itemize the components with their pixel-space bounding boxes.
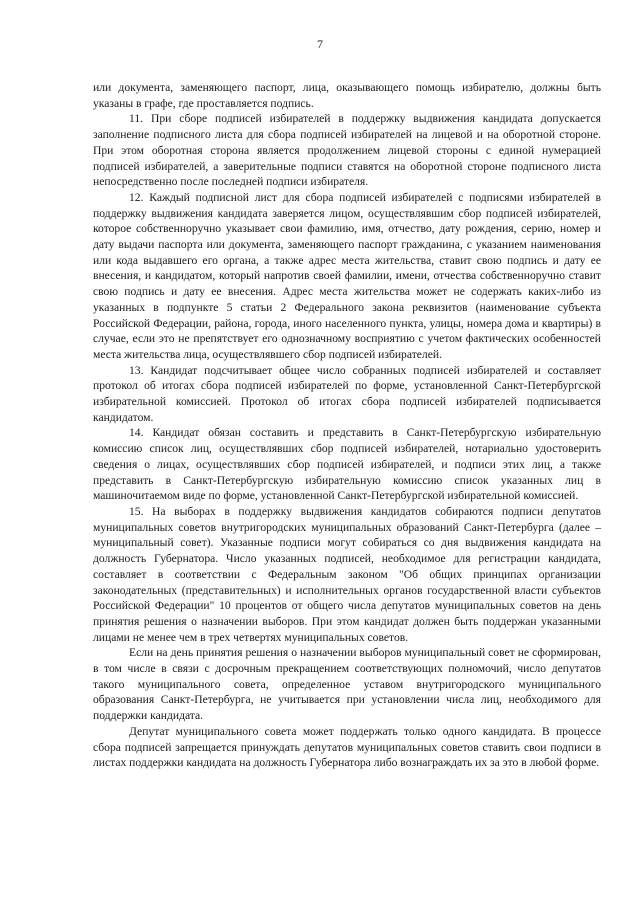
paragraph-item-11: 11. При сборе подписей избирателей в поддержку выдвижения кандидата допускается заполнение подписного листа для сбора подписей избирателей на лицевой и на оборотной стороне. При этом оборотная сторона является продолжением лицевой стороны с единой нумерацией подписей избирателей, а заверительные подписи ставятся на оборотной стороне подписного листа непосредственно после последней подписи избирателя. xyxy=(93,112,601,189)
paragraph-item-15: 15. На выборах в поддержку выдвижения кандидатов собираются подписи депутатов муниципальных советов внутригородских муниципальных образований Санкт-Петербурга (далее – муниципальный совет). Указанные подписи могут собираться со дня выдвижения кандидата на должность Губернатора. Число указанных подписей, необходимое для регистрации кандидата, составляет в соответствии с Федеральным законом "Об общих принципах организации законодательных (представительных) и исполнительных органов государственной власти субъектов Российской Федерации" 10 процентов от общего числа депутатов муниципальных советов на день принятия решения о назначении выборов. При этом кандидат должен быть поддержан указанными лицами не менее чем в трех четвертях муниципальных советов. xyxy=(93,504,601,644)
paragraph-continuation: или документа, заменяющего паспорт, лица, оказывающего помощь избирателю, должны быть указаны в графе, где проставляется подпись. xyxy=(93,81,601,110)
paragraph-item-14: 14. Кандидат обязан составить и представить в Санкт-Петербургскую избирательную комиссию список лиц, осуществлявших сбор подписей избирателей, нотариально удостоверить сведения о лицах, осуществлявших сбор подписей избирателей, и подписи этих лиц, а также представить в Санкт-Петербургскую избирательную комиссию список указанных лиц в машиночитаемом виде по форме, установленной Санкт-Петербургской избирательной комиссией. xyxy=(93,426,601,503)
paragraph-item-15-third: Депутат муниципального совета может поддержать только одного кандидата. В процессе сбора подписей запрещается принуждать депутатов муниципальных советов ставить свои подписи в листах поддержки кандидата на должность Губернатора либо вознаграждать их за это в любой форме. xyxy=(93,724,601,770)
document-body xyxy=(93,80,601,771)
page-number: 7 xyxy=(317,37,323,51)
paragraph-item-15-second: Если на день принятия решения о назначении выборов муниципальный совет не сформирован, в том числе в связи с досрочным прекращением соответствующих полномочий, число депутатов такого муниципального совета, определенное уставом внутригородского муниципального образования Санкт-Петербурга, не учитывается при установлении числа лиц, необходимого для поддержки кандидата. xyxy=(93,646,601,723)
paragraph-item-13: 13. Кандидат подсчитывает общее число собранных подписей избирателей и составляет протокол об итогах сбора подписей избирателей по форме, установленной Санкт-Петербургской избирательной комиссией. Протокол об итогах сбора подписей избирателей подписывается кандидатом. xyxy=(93,363,601,424)
paragraph-item-12: 12. Каждый подписной лист для сбора подписей избирателей с подписями избирателей в поддержку выдвижения кандидата заверяется лицом, осуществлявшим сбор подписей избирателей, которое собственноручно указывает свои фамилию, имя, отчество, дату рождения, серию, номер и дату выдачи паспорта или документа, заменяющего паспорт гражданина, с указанием наименования или кода выдавшего его органа, а также адрес места жительства, ставит свою подпись и дату ее внесения, и кандидатом, который напротив своей фамилии, имени, отчества собственноручно ставит свою подпись и дату ее внесения. Адрес места жительства может не содержать каких-либо из указанных в подпункте 5 статьи 2 Федерального закона реквизитов (наименование субъекта Российской Федерации, района, города, иного населенного пункта, улицы, номера дома и квартиры) в случае, если это не препятствует его однозначному восприятию с учетом фактических особенностей места жительства лица, осуществлявшего сбор подписей избирателей. xyxy=(93,190,601,361)
